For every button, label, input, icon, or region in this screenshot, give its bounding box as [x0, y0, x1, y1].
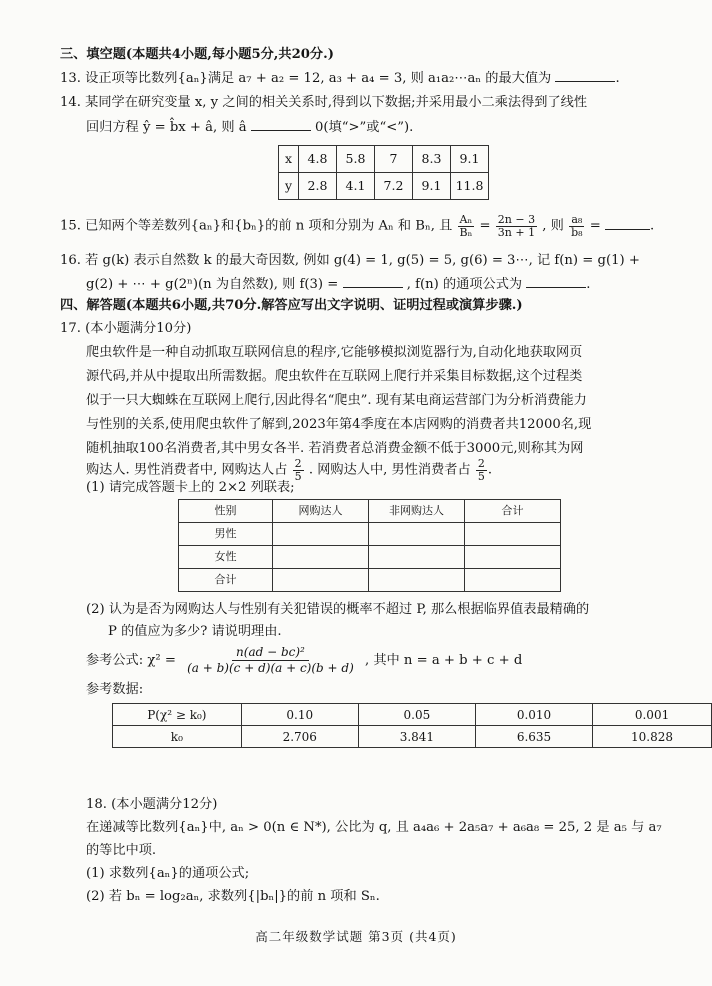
- q17-empty-cell: [465, 546, 561, 569]
- q14-row-x-label: x: [279, 146, 299, 173]
- q17-paragraph-line: 购达人. 男性消费者中, 网购达人占 $\frac{2}{5}$ . 网购达人中, 男性消费者占 $\frac{2}{5}$ .: [86, 457, 493, 483]
- q17-formula-label: 参考公式: χ² =: [86, 653, 176, 668]
- q17-sub1: (1) 请完成答题卡上的 2×2 列联表;: [86, 480, 295, 495]
- q14-cell: 7: [375, 146, 413, 173]
- q17-ref-cell: 0.05: [358, 704, 475, 726]
- q14-cell: 4.8: [299, 146, 337, 173]
- q17-table-row: [179, 523, 561, 546]
- q16-line1: 16. 若 g(k) 表示自然数 k 的最大奇因数, 例如 g(4) = 1, g(5) = 5, g(6) = 3⋯, 记 f(n) = g(1) +: [60, 253, 640, 268]
- q17-row-label: 女性: [179, 546, 273, 569]
- q17-empty-cell: [465, 569, 561, 592]
- q17-row-label: 男性: [179, 523, 273, 546]
- q17-row-label: 合计: [179, 569, 273, 592]
- q17-fraction: $\frac{2}{5}$: [477, 457, 485, 483]
- q17-empty-cell: [369, 569, 465, 592]
- q13-text: 13. 设正项等比数列{aₙ}满足 a₇ + a₂ = 12, a₃ + a₄ = 3, 则 a₁a₂⋯aₙ 的最大值为: [60, 71, 552, 86]
- q17-ref-cell: 0.10: [241, 704, 358, 726]
- q15-fraction-target: $\frac{\text{a₈}}{\text{b₈}}$: [571, 213, 583, 239]
- q17-empty-cell: [273, 546, 369, 569]
- q16-blank-1: [343, 276, 403, 288]
- q17-title: 17. (本小题满分10分): [60, 321, 192, 336]
- q15-fraction-ab: $\frac{\text{Aₙ}}{\text{Bₙ}}$: [459, 213, 473, 239]
- q17-ref-label: 参考数据:: [86, 682, 144, 697]
- q14-cell: 9.1: [451, 146, 489, 173]
- q14-cell: 8.3: [413, 146, 451, 173]
- q18-title: 18. (本小题满分12分): [86, 797, 218, 812]
- q17-paragraph-line: 爬虫软件是一种自动抓取互联网信息的程序,它能够模拟浏览器行为,自动化地获取网页: [86, 345, 583, 360]
- q15-fraction-ratio: $\frac{2n - 3}{3n + 1}$: [497, 213, 536, 239]
- q14-row-x: [279, 146, 489, 173]
- q17-ref-cell: 0.001: [593, 704, 712, 726]
- q14-cell: 2.8: [299, 173, 337, 200]
- q17-fraction: $\frac{2}{5}$: [294, 457, 302, 483]
- q18-line2: 的等比中项.: [86, 843, 157, 858]
- q17-empty-cell: [369, 546, 465, 569]
- q14-cell: 5.8: [337, 146, 375, 173]
- q17-empty-cell: [273, 569, 369, 592]
- q17-ref-row-p: [113, 704, 712, 726]
- q14-line2-b: 0(填“>”或“<”).: [315, 120, 414, 135]
- page-footer: 高二年级数学试题 第3页 (共4页): [255, 929, 457, 944]
- q14-cell: 11.8: [451, 173, 489, 200]
- q17-paragraph-line: 与性别的关系,使用爬虫软件了解到,2023年第4季度在本店网购的消费者共12000名,现: [86, 417, 592, 432]
- q17-paragraph-line: 随机抽取100名消费者,其中男女各半. 若消费者总消费金额不低于3000元,则称其为网: [86, 441, 584, 456]
- q17-empty-cell: [465, 523, 561, 546]
- q17-ref-cell: 0.010: [475, 704, 592, 726]
- q16-line2: g(2) + ⋯ + g(2ⁿ)(n 为自然数), 则 f(3) = , f(n) 的通项公式为 .: [86, 277, 591, 292]
- q15-blank: [605, 218, 650, 230]
- question-15: 15. 已知两个等差数列{aₙ}和{bₙ}的前 n 项和分别为 Aₙ 和 Bₙ, 且 $\frac{\text{Aₙ}}{\text{Bₙ}}$ = $\frac{2n - 3}{3n + 1}$ , 则 $\frac{\text{a₈}}{\text{b₈}}$ = .: [60, 213, 655, 239]
- q14-line2: [86, 118, 413, 138]
- q17-paragraph-line: 源代码,并从中提取出所需数据。爬虫软件在互联网上爬行并采集目标数据,这个过程类: [86, 369, 583, 384]
- q14-row-y-label: y: [279, 173, 299, 200]
- q17-contingency-table: [178, 499, 561, 592]
- q18-sub2: (2) 若 bₙ = log₂aₙ, 求数列{|bₙ|}的前 n 项和 Sₙ.: [86, 889, 380, 904]
- q14-blank: [251, 119, 311, 131]
- q17-sub2-line1: (2) 认为是否为网购达人与性别有关犯错误的概率不超过 P, 那么根据临界值表最精确的: [86, 602, 590, 617]
- q14-cell: 9.1: [413, 173, 451, 200]
- q17-ref-cell: 3.841: [358, 726, 475, 748]
- q18-sub1: (1) 求数列{aₙ}的通项公式;: [86, 866, 250, 881]
- q17-ref-cell: 6.635: [475, 726, 592, 748]
- q14-line2-a: 回归方程 ŷ = b̂x + â, 则 â: [86, 120, 247, 135]
- section4-heading: 四、解答题(本题共6小题,共70分.解答应写出文字说明、证明过程或演算步骤.): [60, 298, 523, 313]
- q13-blank: [555, 70, 615, 82]
- q15-text-a: 15. 已知两个等差数列{aₙ}和{bₙ}的前 n 项和分别为 Aₙ 和 Bₙ, 且: [60, 218, 453, 234]
- q17-ref-cell: P(χ² ≥ k₀): [113, 704, 242, 726]
- q17-ref-cell: 2.706: [241, 726, 358, 748]
- q17-empty-cell: [369, 523, 465, 546]
- q17-table-header: [179, 500, 561, 523]
- q16-blank-2: [526, 276, 586, 288]
- q17-sub2-line2: P 的值应为多少? 请说明理由.: [108, 624, 282, 639]
- q14-row-y: [279, 173, 489, 200]
- q17-ref-cell: 10.828: [593, 726, 712, 748]
- q17-header-cell: 网购达人: [273, 500, 369, 523]
- q17-header-cell: 非网购达人: [369, 500, 465, 523]
- q14-data-table: [278, 145, 489, 200]
- q17-formula-fraction: $\frac{\text{n(ad − bc)²}}{(a + b)(c + d)(a + c)(b + d)}$: [187, 645, 354, 675]
- q17-table-row: [179, 546, 561, 569]
- q14-cell: 4.1: [337, 173, 375, 200]
- q14-cell: 7.2: [375, 173, 413, 200]
- q17-header-cell: 合计: [465, 500, 561, 523]
- q17-paragraph-line: 似于一只大蜘蛛在互联网上爬行,因此得名“爬虫”. 现有某电商运营部门为分析消费能力: [86, 393, 587, 408]
- q14-line1: 14. 某同学在研究变量 x, y 之间的相关关系时,得到以下数据;并采用最小二乘法得到了线性: [60, 95, 588, 110]
- q17-header-cell: 性别: [179, 500, 273, 523]
- q17-ref-row-k: [113, 726, 712, 748]
- q18-line1: 在递减等比数列{aₙ}中, aₙ > 0(n ∈ N*), 公比为 q, 且 a₄a₆ + 2a₅a₇ + a₆a₈ = 25, 2 是 a₅ 与 a₇: [86, 820, 662, 835]
- q17-table-row: [179, 569, 561, 592]
- q17-formula: [86, 645, 522, 676]
- question-13: 13. 设正项等比数列{aₙ}满足 a₇ + a₂ = 12, a₃ + a₄ = 3, 则 a₁a₂⋯aₙ 的最大值为 .: [60, 71, 620, 86]
- q17-ref-cell: k₀: [113, 726, 242, 748]
- q17-formula-tail: , 其中 n = a + b + c + d: [364, 653, 523, 668]
- q17-critical-value-table: [112, 703, 712, 748]
- q17-empty-cell: [273, 523, 369, 546]
- section3-heading: 三、填空题(本题共4小题,每小题5分,共20分.): [60, 47, 334, 62]
